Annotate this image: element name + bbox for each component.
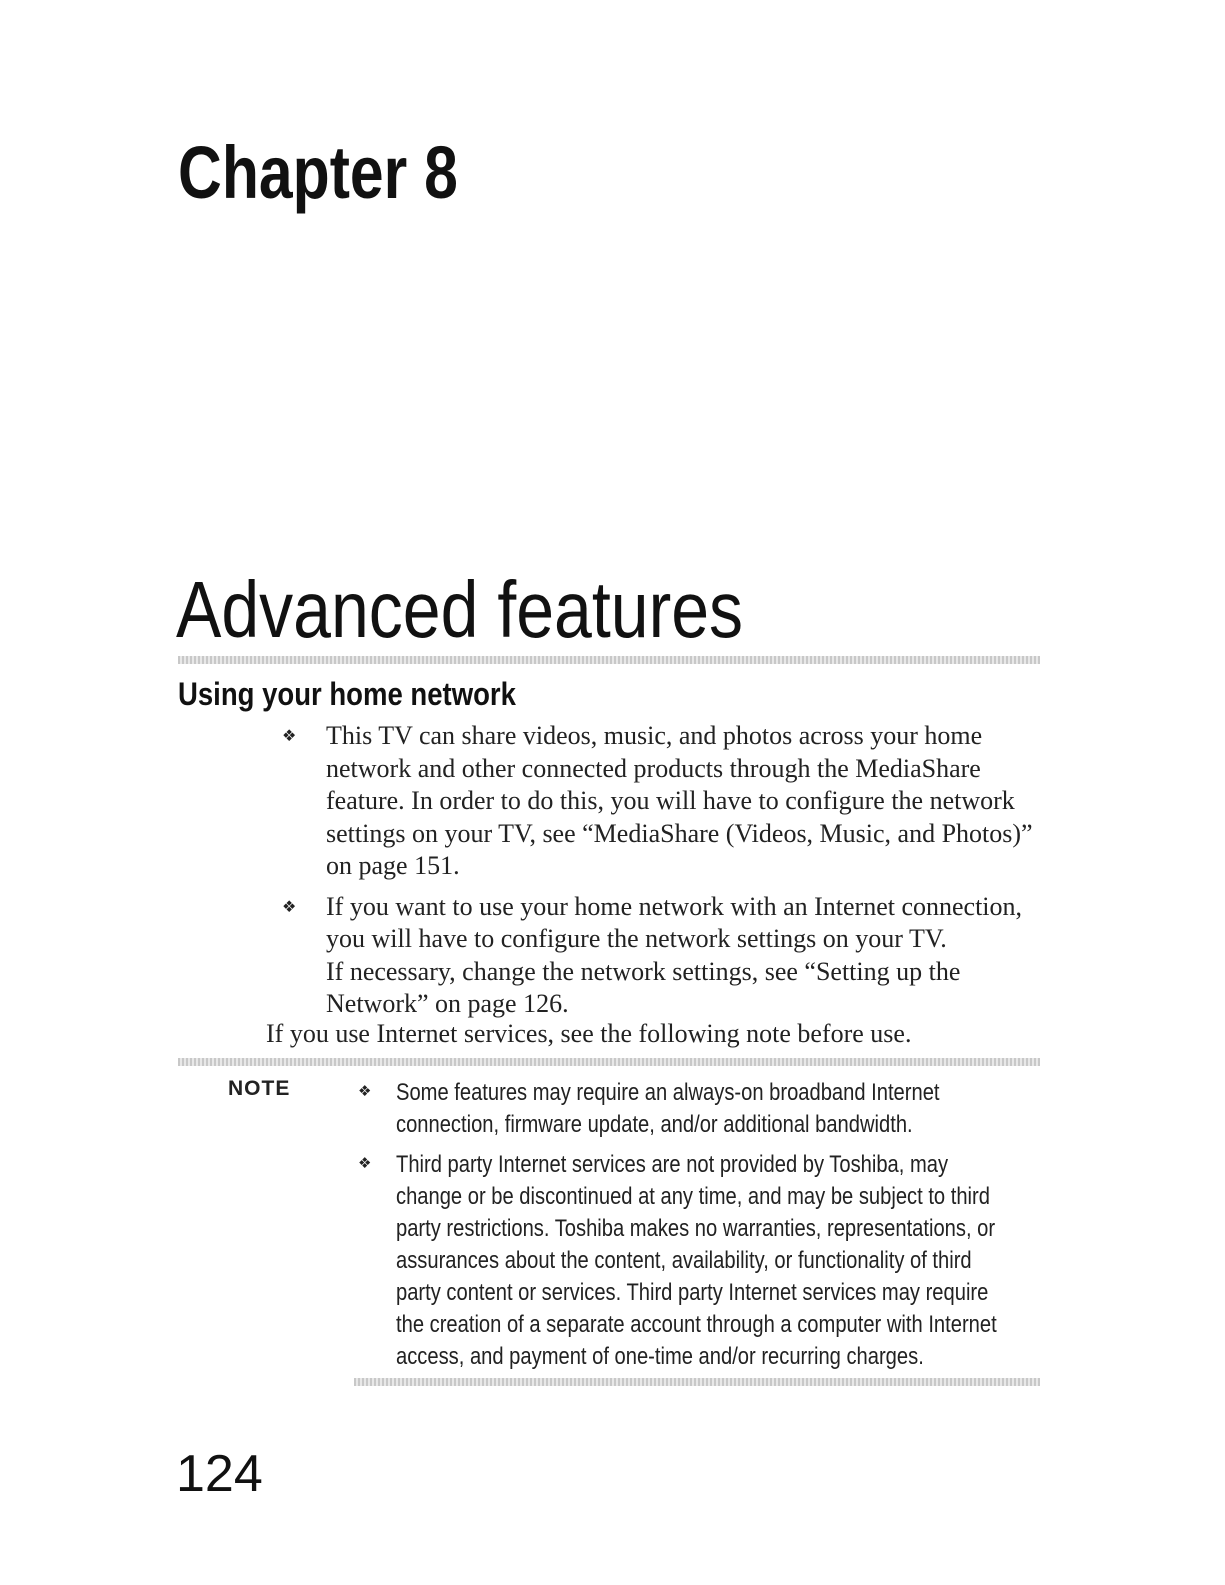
page-number: 124 xyxy=(176,1445,263,1503)
text-line: connection, firmware update, and/or additional bandwidth. xyxy=(396,1111,913,1138)
note-text xyxy=(396,1077,1009,1141)
diamond-bullet-icon: ❖ xyxy=(358,1082,372,1100)
text-line: assurances about the content, availability, or functionality of third xyxy=(396,1247,972,1274)
diamond-bullet-icon: ❖ xyxy=(282,726,297,745)
text-line: you will have to configure the network settings on your TV. xyxy=(326,924,947,953)
note-top-divider xyxy=(178,1058,1040,1066)
note-list xyxy=(358,1077,1048,1381)
text-line: feature. In order to do this, you will have to configure the network xyxy=(326,786,1015,815)
chapter-heading: Chapter 8 xyxy=(178,131,458,214)
text-line: If you want to use your home network with an Internet connection, xyxy=(326,891,1023,921)
text-line: Third party Internet services are not provided by Toshiba, may xyxy=(396,1151,949,1178)
bullet-text xyxy=(326,891,1042,1021)
text-line: the creation of a separate account through a computer with Internet xyxy=(396,1311,997,1338)
diamond-bullet-icon: ❖ xyxy=(358,1154,372,1172)
note-label: NOTE xyxy=(228,1077,291,1100)
text-line: access, and payment of one-time and/or recurring charges. xyxy=(396,1343,924,1370)
text-line: settings on your TV, see “MediaShare (Videos, Music, and Photos)” xyxy=(326,818,1033,848)
bullet-text xyxy=(326,720,1042,883)
list-item xyxy=(358,1077,1048,1141)
text-line: on page 151. xyxy=(326,851,460,880)
list-item xyxy=(282,720,1042,883)
list-item xyxy=(358,1149,1048,1373)
text-line: party content or services. Third party Internet services may require xyxy=(396,1279,989,1306)
text-line: Network” on page 126. xyxy=(326,989,569,1018)
list-item xyxy=(282,891,1042,1021)
diamond-bullet-icon: ❖ xyxy=(282,896,297,916)
text-line: This TV can share videos, music, and photos across your home xyxy=(326,721,983,750)
text-line: Some features may require an always-on broadband Internet xyxy=(396,1079,940,1106)
note-text xyxy=(396,1149,1009,1373)
section-heading: Using your home network xyxy=(178,676,516,712)
text-line: change or be discontinued at any time, and may be subject to third xyxy=(396,1183,990,1210)
text-line: network and other connected products through the MediaShare xyxy=(326,753,981,783)
bullet-list xyxy=(282,720,1042,1029)
body-paragraph: If you use Internet services, see the following note before use. xyxy=(266,1019,912,1048)
text-line: If necessary, change the network settings, see “Setting up the xyxy=(326,956,961,986)
note-bottom-divider xyxy=(354,1378,1040,1386)
title-divider xyxy=(178,656,1040,664)
text-line: party restrictions. Toshiba makes no warranties, representations, or xyxy=(396,1215,996,1242)
page-title: Advanced features xyxy=(176,565,744,654)
